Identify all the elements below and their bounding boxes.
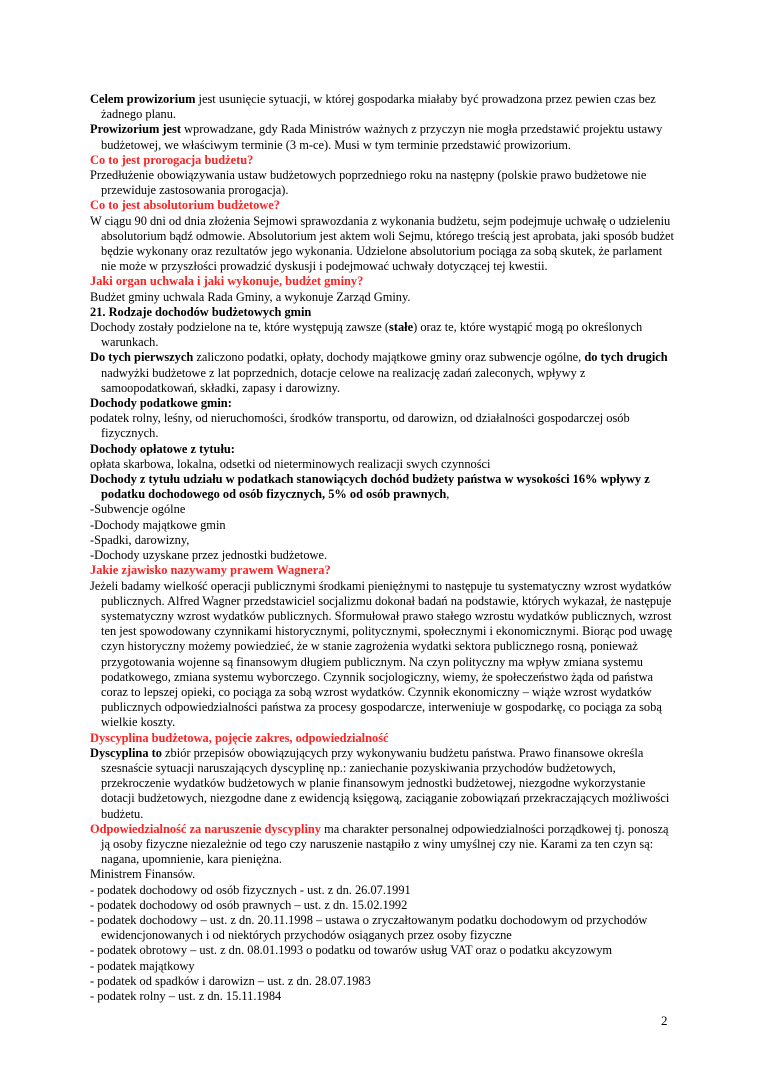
paragraph: Budżet gminy uchwala Rada Gminy, a wykonuje Zarząd Gminy. xyxy=(90,289,411,304)
paragraph-text: ma charakter personalnej odpowiedzialności porządkowej tj. ponoszą ją osoby fizyczne niezależnie od tego czy naruszenie nastąpiło z winy umyślnej czy nie. Karami za ten czyn są: nagana, upomnienie, kara pieniężna. xyxy=(101,821,669,867)
page-number: 2 xyxy=(661,1013,668,1028)
list-item: -Spadki, darowizny, xyxy=(90,532,190,547)
list-item: - podatek dochodowy – ust. z dn. 20.11.1998 – ustawa o zryczałtowanym podatku dochodowym od przychodów ewidencjonowanych i od niektórych przychodów osiąganych przez osoby fizyczne xyxy=(90,912,648,943)
paragraph: opłata skarbowa, lokalna, odsetki od nieterminowych realizacji swych czynności xyxy=(90,456,491,471)
list-item: - podatek obrotowy – ust. z dn. 08.01.1993 o podatku od towarów usług VAT oraz o podatku akcyzowym xyxy=(90,943,613,958)
section-heading: Jaki organ uchwala i jaki wykonuje, budżet gminy? xyxy=(90,274,364,289)
paragraph-text: zaliczono podatki, opłaty, dochody majątkowe gminy oraz subwencje ogólne, xyxy=(193,350,585,365)
subheading: Dochody opłatowe z tytułu: xyxy=(90,441,235,456)
list-item: - podatek dochodowy od osób fizycznych - ust. z dn. 26.07.1991 xyxy=(90,882,411,897)
paragraph xyxy=(90,320,674,350)
list-item: - podatek majątkowy xyxy=(90,958,195,973)
red-lead: Odpowiedzialność za naruszenie dyscypliny xyxy=(90,821,321,836)
paragraph-text: wprowadzane, gdy Rada Ministrów ważnych z przyczyn nie mogła przedstawić projektu ustawy budżetowej, we właściwym terminie (3 m-ce). Musi w tym terminie przedstawić prowizorium. xyxy=(101,122,663,152)
section-heading: Co to jest absolutorium budżetowe? xyxy=(90,198,280,213)
bold-term: stałe xyxy=(389,320,414,335)
paragraph-text: ) oraz te, które wystąpić mogą po określonych warunkach. xyxy=(101,320,643,350)
section-heading: Co to jest prorogacja budżetu? xyxy=(90,152,254,167)
paragraph: Ministrem Finansów. xyxy=(90,867,196,882)
page-content xyxy=(90,92,674,1004)
paragraph-text: , xyxy=(446,487,450,502)
paragraph xyxy=(90,472,674,502)
paragraph: W ciągu 90 dni od dnia złożenia Sejmowi sprawozdania z wykonania budżetu, sejm podejmuje uchwałę o udzieleniu absolutorium bądź odmowie. Absolutorium jest aktem woli Sejmu, którego treścią jest aprobata, jaki sposób budżet będzie wykonany oraz rezultatów jego wykonania. Udzielone absolutorium pociąga za sobą skutek, że parlament nie może w przyszłości prowadzić dyskusji i podejmować uchwały dotyczącej tej kwestii. xyxy=(90,213,674,274)
bold-lead: Do tych pierwszych xyxy=(90,350,194,365)
bold-lead: Dochody z tytułu udziału w podatkach stanowiących dochód budżety państwa w wysokości 16% wpływy z podatku dochodowego od osób fizycznych, 5% od osób prawnych xyxy=(90,472,650,502)
paragraph xyxy=(90,746,674,822)
bold-lead: Prowizorium jest xyxy=(90,122,181,137)
paragraph-text: zbiór przepisów obowiązujących przy wykonywaniu budżetu państwa. Prawo finansowe określa szesnaście sytuacji naruszających dyscyplinę np.: zaniechanie pozyskiwania przychodów budżetowych, przekroczenie wydatków budżetowych w planie finansowym jednostki budżetowej, niezgodne wykorzystanie dotacji budżetowych, niezgodne dane z ewidencją księgową, zaciąganie zobowiązań przekraczających możliwości budżetu. xyxy=(101,745,670,821)
paragraph-text: nadwyżki budżetowe z lat poprzednich, dotacje celowe na realizację zadań zaleconych, wpływy z samoopodatkowań, składki, zapasy i darowizny. xyxy=(101,365,586,395)
paragraph-text: Dochody zostały podzielone na te, które występują zawsze ( xyxy=(90,320,389,335)
list-item: - podatek od spadków i darowizn – ust. z dn. 28.07.1983 xyxy=(90,973,371,988)
paragraph xyxy=(90,350,674,396)
paragraph-text: jest usunięcie sytuacji, w której gospodarka miałaby być prowadzona przez pewien czas bez żadnego planu. xyxy=(101,92,656,122)
section-heading: Dyscyplina budżetowa, pojęcie zakres, odpowiedzialność xyxy=(90,730,389,745)
paragraph xyxy=(90,822,674,868)
list-item: -Dochody uzyskane przez jednostki budżetowe. xyxy=(90,548,328,563)
list-item: - podatek rolny – ust. z dn. 15.11.1984 xyxy=(90,988,282,1003)
list-item: -Subwencje ogólne xyxy=(90,502,186,517)
paragraph: Przedłużenie obowiązywania ustaw budżetowych poprzedniego roku na następny (polskie prawo budżetowe nie przewiduje zastosowania prorogacja). xyxy=(90,168,647,198)
list-item: - podatek dochodowy od osób prawnych – ust. z dn. 15.02.1992 xyxy=(90,897,408,912)
paragraph: Jeżeli badamy wielkość operacji publicznymi środkami pieniężnymi to następuje tu systematyczny wzrost wydatków publicznych. Alfred Wagner przedstawiciel socjalizmu dokonał badań na podstawie, których wykazał, że następuje systematyczny wzrost wydatków publicznych. Sformułował prawo stałego wzrostu wydatków publicznych, wzrost ten jest spowodowany czynnikami historycznymi, politycznymi, społecznymi i ekonomicznymi. Biorąc pod uwagę czyn historyczny możemy powiedzieć, że w stanie zagrożenia wydatki sektora publicznego rosną, ponieważ przygotowania wojenne są finansowym długiem publicznym. Na czyn polityczny ma wpływ zmiana systemu podatkowego, zmiana systemu wyborczego. Czynnik socjologiczny, wiemy, że społeczeństwo żąda od państwa coraz to lepszej opieki, co pociąga za sobą wzrost wydatków. Czynnik ekonomiczny – wiąże wzrost wydatków publicznych odpowiedzialności państwa za procesy gospodarcze, interweniuje w gospodarkę, co pociąga za sobą wielkie koszty. xyxy=(90,578,673,730)
bold-lead: Dyscyplina to xyxy=(90,745,162,760)
paragraph xyxy=(90,92,674,122)
section-heading: Jakie zjawisko nazywamy prawem Wagnera? xyxy=(90,563,331,578)
bold-term: do tych drugich xyxy=(584,350,668,365)
paragraph: podatek rolny, leśny, od nieruchomości, środków transportu, od darowizn, od działalności gospodarczej osób fizycznych. xyxy=(90,411,630,441)
subheading: Dochody podatkowe gmin: xyxy=(90,396,232,411)
paragraph xyxy=(90,122,674,152)
list-item: -Dochody majątkowe gmin xyxy=(90,517,226,532)
bold-lead: Celem prowizorium xyxy=(90,92,196,106)
section-heading-bold: 21. Rodzaje dochodów budżetowych gmin xyxy=(90,304,312,319)
